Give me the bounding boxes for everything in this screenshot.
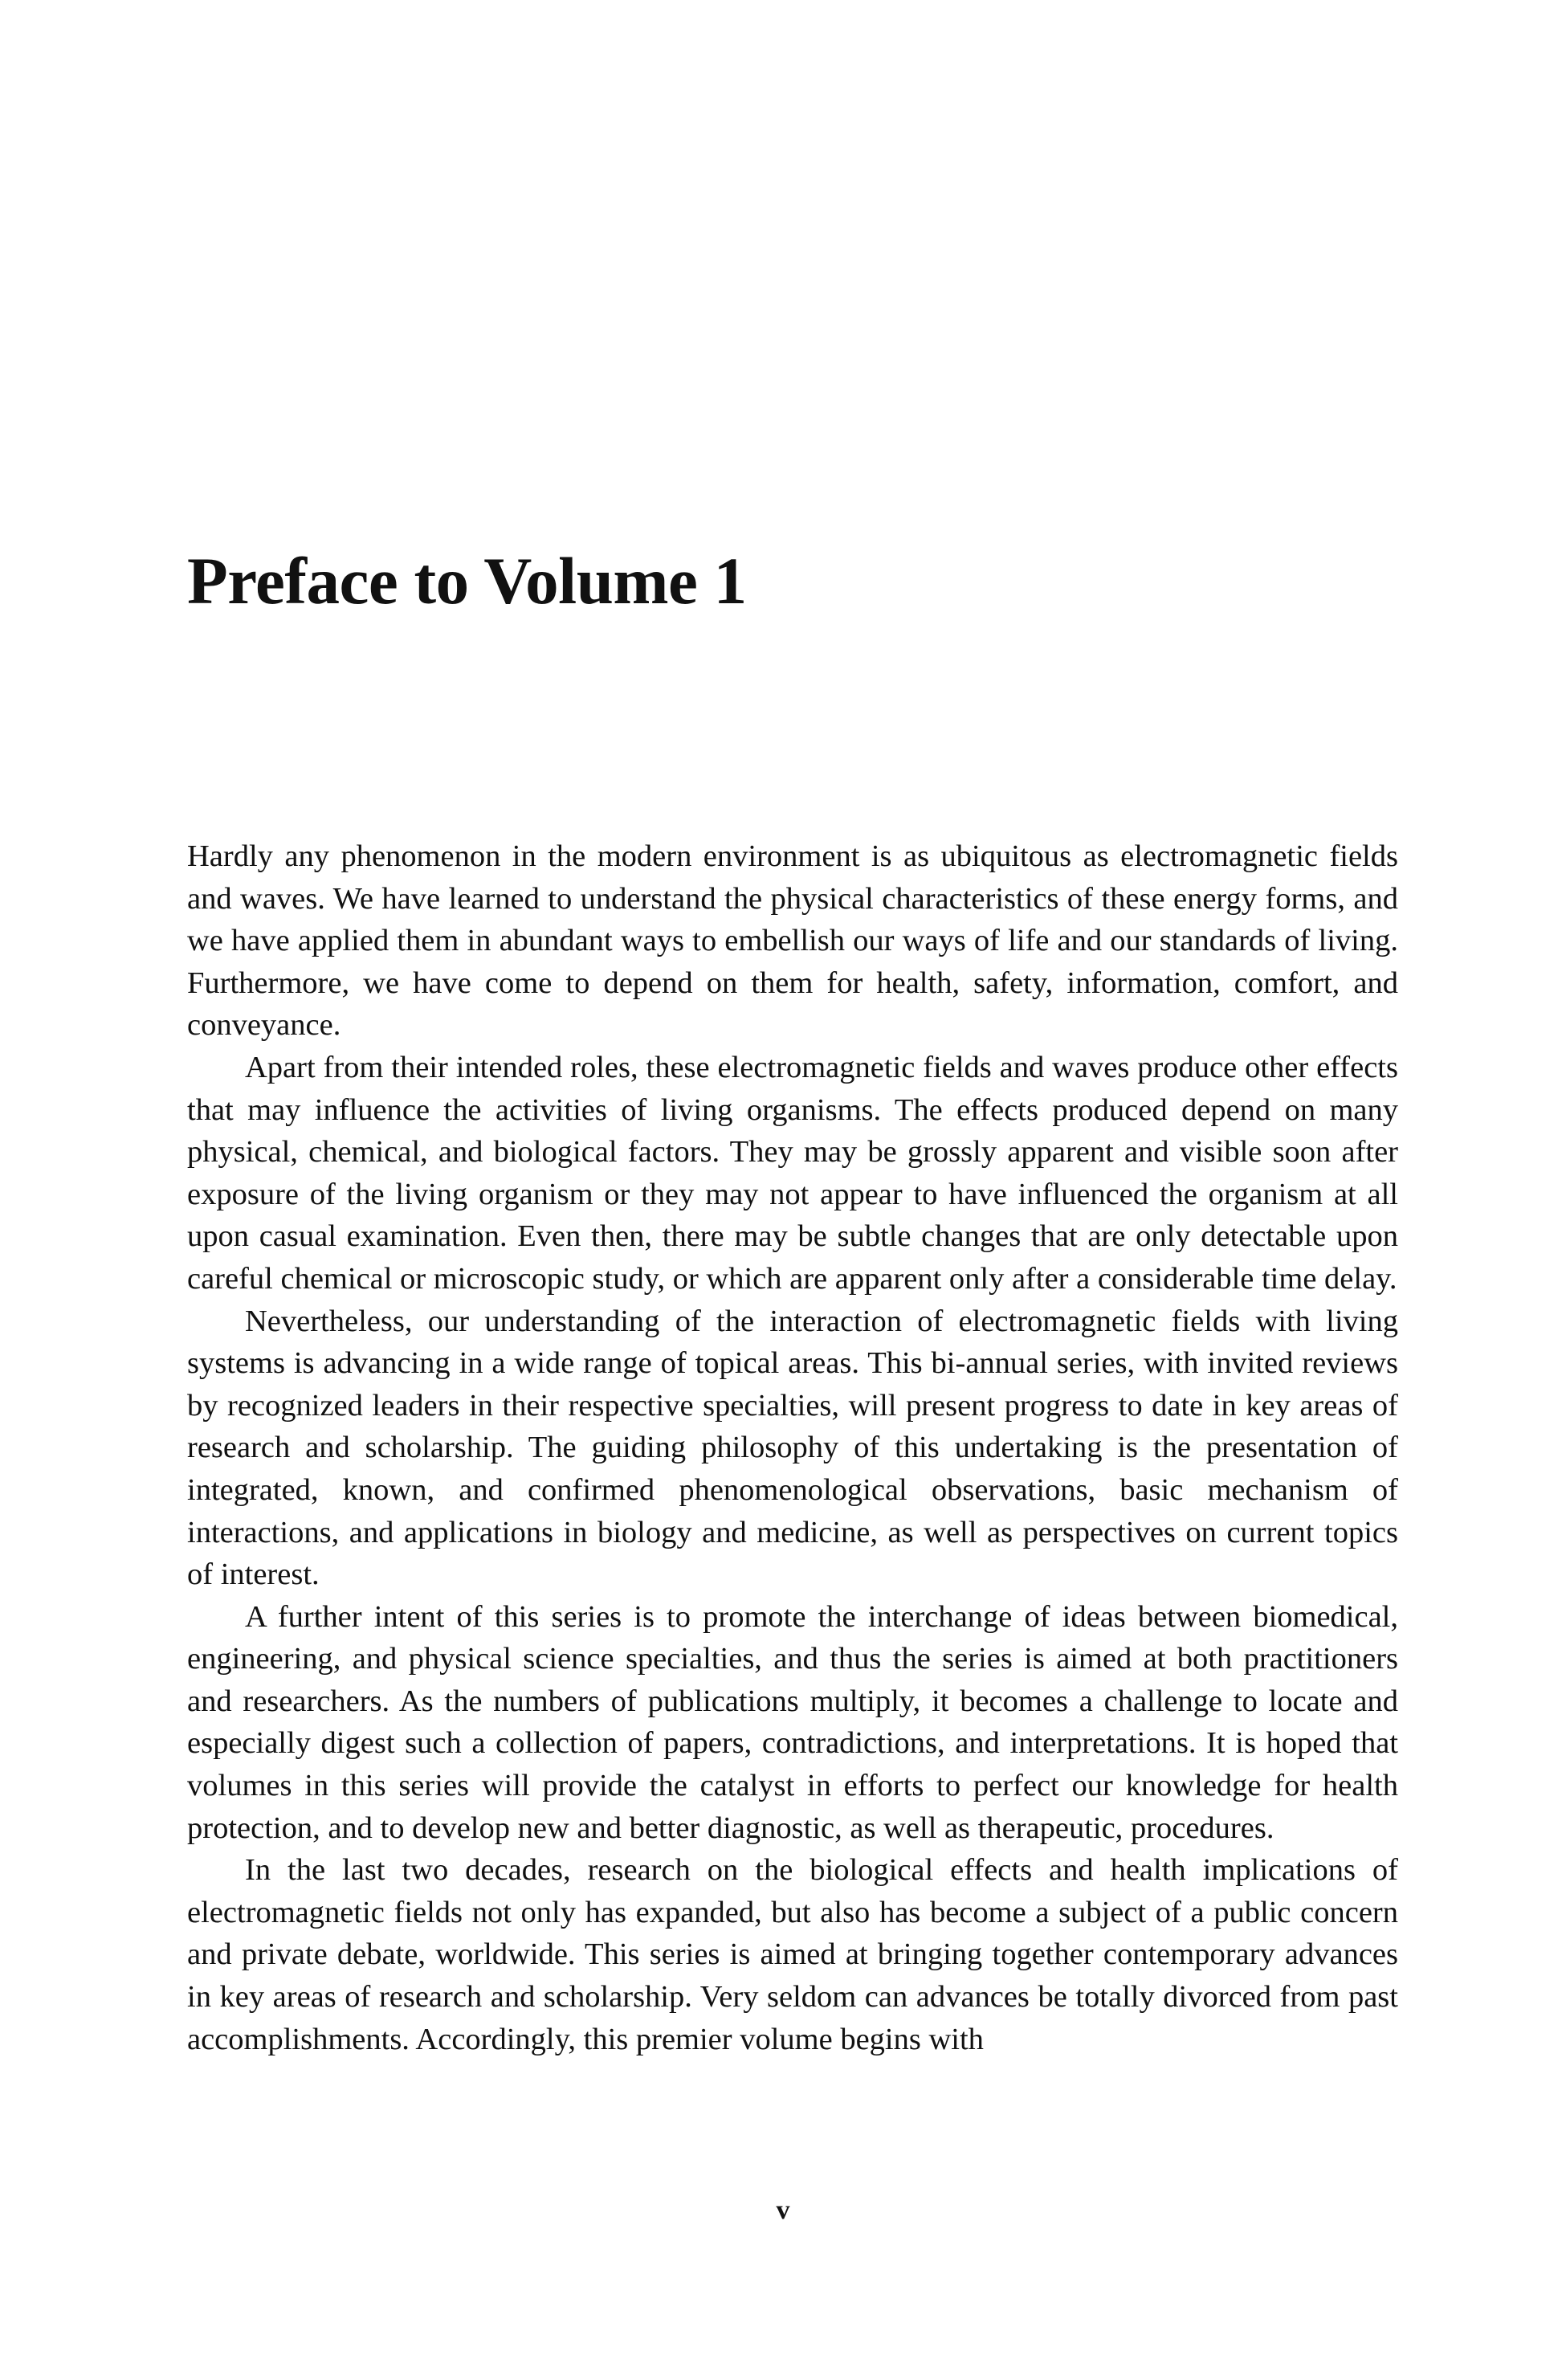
preface-body	[187, 835, 1398, 2060]
paragraph-5: In the last two decades, research on the biological effects and health implications of electromagnetic fields not only has expanded, but also has become a subject of a public concern and private debate, worldwide. This series is aimed at bringing together contemporary advances in key areas of research and scholarship. Very seldom can advances be totally divorced from past accomplishments. Accordingly, this premier volume begins with	[187, 1853, 1398, 2056]
paragraph-1: Hardly any phenomenon in the modern environment is as ubiquitous as electromagnetic fields and waves. We have learned to understand the physical characteristics of these energy forms, and we have applied them in abundant ways to embellish our ways of life and our standards of living. Furthermore, we have come to depend on them for health, safety, information, comfort, and conveyance.	[187, 839, 1398, 1043]
paragraph-2: Apart from their intended roles, these electromagnetic fields and waves produce other effects that may influence the activities of living organisms. The effects produced depend on many physical, chemical, and biological factors. They may be grossly apparent and visible soon after exposure of the living organism or they may not appear to have influenced the organism at all upon casual examination. Even then, there may be subtle changes that are only detectable upon careful chemical or microscopic study, or which are apparent only after a considerable time delay.	[187, 1050, 1398, 1296]
page-title: Preface to Volume 1	[187, 544, 747, 618]
page-number: v	[776, 2195, 790, 2225]
paragraph-3: Nevertheless, our understanding of the interaction of electromagnetic fields with living systems is advancing in a wide range of topical areas. This bi-annual series, with invited reviews by recognized leaders in their respective specialties, will present progress to date in key areas of research and scholarship. The guiding philosophy of this undertaking is the presentation of integrated, known, and confirmed phenomenological observations, basic mechanism of interactions, and applications in biology and medicine, as well as perspectives on current topics of interest.	[187, 1304, 1398, 1592]
paragraph-4: A further intent of this series is to promote the interchange of ideas between biomedical, engineering, and physical science specialties, and thus the series is aimed at both practitioners and researchers. As the numbers of publications multiply, it becomes a challenge to locate and especially digest such a collection of papers, contradictions, and interpretations. It is hoped that volumes in this series will provide the catalyst in efforts to perfect our knowledge for health protection, and to develop new and better diagnostic, as well as therapeutic, procedures.	[187, 1599, 1398, 1845]
